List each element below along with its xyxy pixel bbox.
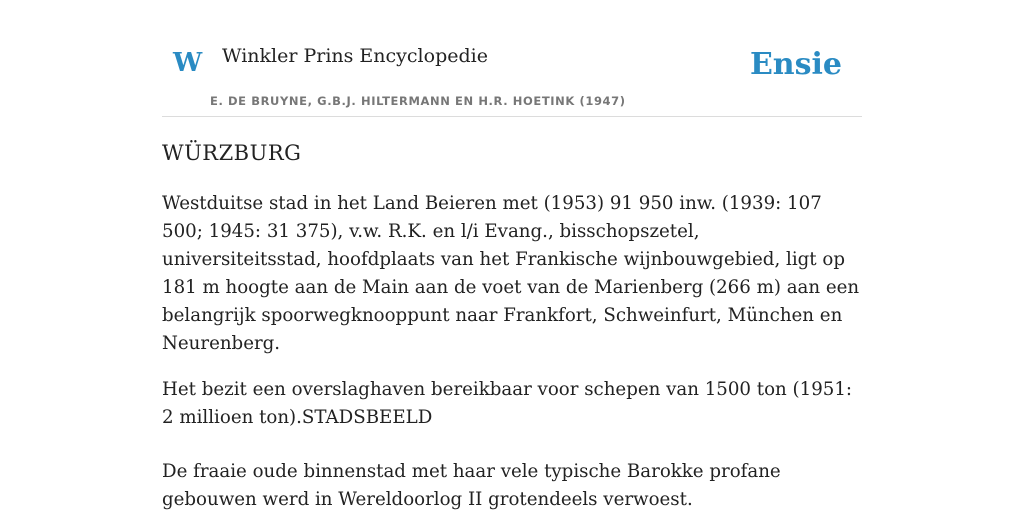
brand-logo[interactable]: Ensie xyxy=(749,47,842,82)
article-paragraph: Het bezit een overslaghaven bereikbaar voor schepen van 1500 ton (1951: 2 millioen ton).STADSBEELD xyxy=(162,379,853,429)
article-body xyxy=(162,140,862,512)
article-paragraph: De fraaie oude binnenstad met haar vele typische Barokke profane gebouwen werd in Wereldoorlog II grotendeels verwoest. xyxy=(162,461,781,511)
source-authors: E. DE BRUYNE, G.B.J. HILTERMANN EN H.R. HOETINK (1947) xyxy=(210,94,626,108)
source-header xyxy=(162,0,862,117)
source-logo-icon[interactable]: W xyxy=(173,48,203,78)
source-title-link[interactable]: Winkler Prins Encyclopedie xyxy=(222,45,488,67)
article-title: WÜRZBURG xyxy=(162,141,302,165)
article-paragraph: Westduitse stad in het Land Beieren met (1953) 91 950 inw. (1939: 107 500; 1945: 31 375), v.w. R.K. en l/i Evang., bisschopszetel, universiteitsstad, hoofdplaats van het Frankische wijnbouwgebied, ligt op 181 m hoogte aan de Main aan de voet van de Marienberg (266 m) aan een belangrijk spoorwegknooppunt naar Frankfort, Schweinfurt, München en Neurenberg. xyxy=(162,193,860,355)
